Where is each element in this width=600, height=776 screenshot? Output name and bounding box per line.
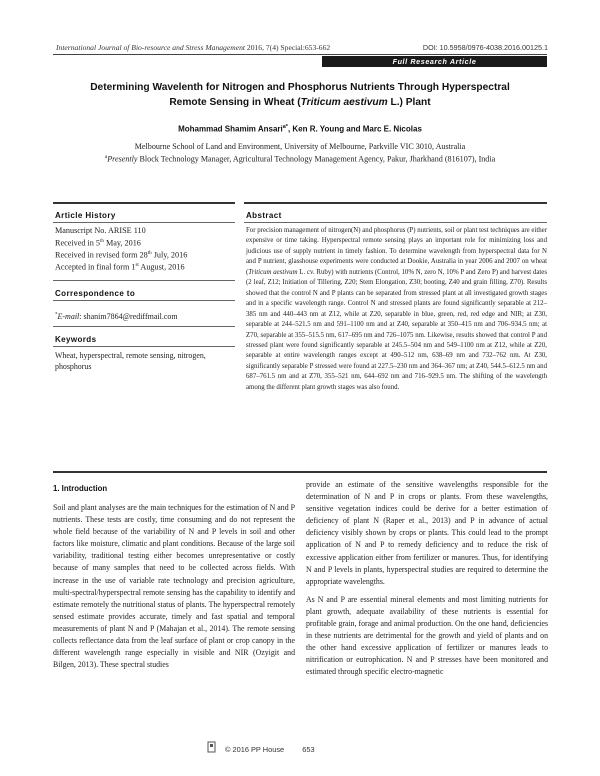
revised-date [55,249,187,261]
journal-volume: 2016, 7(4) Special:653-662 [246,43,331,52]
footer-page-number: 653 [302,745,315,754]
received-date [55,237,187,249]
article-type-banner: Full Research Article [322,56,547,67]
keywords-heading: Keywords [55,335,97,344]
email-address[interactable]: : shanim7864@rediffmail.com [79,312,178,321]
footer-copyright: © 2016 PP House [225,745,285,754]
email-label: E-mail [57,312,80,321]
affiliation-2-label: Presently [107,154,138,164]
correspondence-heading: Correspondence to [55,289,136,298]
article-history [55,226,187,274]
journal-name [56,43,330,52]
manuscript-number: Manuscript No. ARISE 110 [55,226,146,235]
accepted-sup: st [135,263,139,269]
email-mark: * [55,312,58,318]
body-column-right [306,479,548,685]
title-line-2-pre: Remote Sensing in Wheat ( [169,97,301,108]
history-top-rule [53,202,235,204]
intro-paragraph-2: provide an estimate of the sensitive wavelengths responsible for the determination of N and P in crops or plants. From these wavelengths, sensitive vegetation indices could be derive for a better estimation of deficiency of plant N (Raper et al., 2013) and P in advance of actual deficiency visibly shown by crops or plants. This could lead to the prompt application of N and P to remedy deficiency and to reduce the risk of excessive application either from fertilizer or manures. Thus, for identifying N and P levels in plants, hyperspectral studies are required to determine the appropriate wavelengths. [306,480,548,586]
accepted-post: August, 2016 [138,262,185,272]
history-heading: Article History [55,211,116,220]
author-1: Mohammad Shamim Ansari [178,124,283,134]
page-footer [225,745,315,754]
affiliation-2-mark: a [104,154,108,160]
received-sup: th [100,238,104,244]
revised-sup: th [147,250,152,256]
affiliation-1: Melbourne School of Land and Environment, University of Melbourne, Parkville VIC 3010, Australia [134,142,466,151]
authors-rest: , Ken R. Young and Marc E. Nicolas [287,124,422,134]
abstract-rule [244,222,547,223]
correspondence-email [55,312,178,321]
section-heading-introduction: 1. Introduction [53,484,108,493]
correspondence-rule [53,300,235,301]
keywords-top-rule [53,326,235,327]
revised-pre: Received in revised form 28 [55,250,148,260]
abstract-bottom-rule [53,471,547,473]
article-title [60,80,540,110]
author-1-mark: a* [282,124,288,130]
abstract-text-b: L. cv. Ruby) with nutrients (Control, 10% N, zero N, 10% P and Zero P) and harvest dates (2 leaf, Z12; Initiation of Tillering, Z20; Stem Elongation, Z30; booting, Z40 and grain filling, Z70). Results showed that the control N and P plants can be separated from stressed plant at all investigated growth stages and in a specific wavelength range. Control N and stressed plants are found significantly separable at 212–385 nm and 440–443 nm at Z12, while at Z20, separable in blue, green, red, red edge and NIR; at Z30, separable at 244–521.5 nm and 591–1100 nm and at Z40, separable at 350–415 nm and 706–934.5 nm; at Z70, separable at 355–515.5 nm, 617–695 nm and 726–1075 nm. Likewise, results showed that control P and stressed plant were found significantly separable at 245.5–504 nm and 549–1100 nm at Z12, while at Z20, separable at entire wavelength ranges except at 490–512 nm, 638–69 nm and 732–762 nm. At Z30, significantly separable P stressed were found at 227.5–230 nm and 364–367 nm; at Z40, 544.5–612.5 nm and 687–761.5 nm and at Z70, 355–521 nm, 644–692 nm and 716–929.5 nm. The shifting of the wavelength among the different plant growth stages was also found. [246,268,547,391]
title-line-2 [60,95,540,110]
body-column-left [53,502,295,677]
title-line-1: Determining Wavelenth for Nitrogen and Phosphorus Nutrients Through Hyperspectral [90,82,510,93]
abstract-text-a: For precision management of nitrogen(N) and phosphorus (P) nutrients, soil or plant test techniques are either expensive or time taking. Hyperspectral remote sensing plays an important role for minimizing loss and judicious use of supply nutrient in timely fashion. To determine wavelength from hyperspectral data for N and P nutrient, glasshouse experiments were conducted at Dookie, Australia in year 2006 and 2007 on wheat ( [246,227,547,276]
abstract-species: Triticum aestivum [248,268,298,276]
intro-paragraph-1: Soil and plant analyses are the main techniques for the estimation of N and P nutrients. These tests are costly, time consuming and do not represent the whole field because of the variability of N and P levels in soil and other factors like moisture, climatic and plant conditions. Because of the large soil variability, traditional testing either becomes unrepresentative or costly because of many samples that need to be collected across fields. With increase in the use of variable rate technology and precision agriculture, multi-spectral/hyperspectral remote sensing has the capability to identify and estimate remotely the nutritional status of plants. The hyperspectral remotely sensed estimate provides accurate, timely and fast spatial and temporal measurements of plant N and P (Mahajan et al., 2014). The remote sensing collects reflectance data from the leaf surface of plant or crop canopy in the different wavelength range especially in visible and NIR (Ozyigit and Bilgen, 2013). These spectral studies [53,503,295,670]
abstract-top-rule [244,202,547,204]
intro-paragraph-3: As N and P are essential mineral elements and most limiting nutrients for plant growth, adequate availability of these nutrients is essential for profitable grain, forage and animal production. On the one hand, deficiencies in these nutrients are detrimental for the growth and yield of plants and on the other hand excessive application of fertilizer or manures leads to nitrification or eutrophication. N and P stresses have been monitored and estimated through specific electro-magnetic [306,594,548,677]
title-species: Triticum aestivum [300,97,388,108]
doi[interactable]: DOI: 10.5958/0976-4038.2016.00125.1 [422,43,548,52]
header-rule [53,54,547,55]
keywords-rule [53,346,235,347]
accepted-date [55,261,187,273]
affiliation-2-text: Block Technology Manager, Agricultural Technology Management Agency, Pakur, Jharkhand (816107), India [137,154,496,164]
keywords-text: Wheat, hyperspectral, remote sensing, nitrogen, phosphorus [55,351,206,371]
authors [60,124,540,134]
correspondence-top-rule [53,280,235,281]
affiliation-2 [56,152,544,165]
received-pre: Received in 5 [55,238,101,248]
publisher-logo-icon [207,741,217,754]
title-line-2-post: L.) Plant [387,97,431,108]
history-rule [53,222,235,223]
abstract-text [246,226,547,393]
accepted-pre: Accepted in final form 1 [55,262,136,272]
revised-post: July, 2016 [151,250,188,260]
journal-title: International Journal of Bio-resource and Stress Management [56,43,245,52]
abstract-heading: Abstract [246,211,282,220]
received-post: May, 2016 [103,238,141,248]
